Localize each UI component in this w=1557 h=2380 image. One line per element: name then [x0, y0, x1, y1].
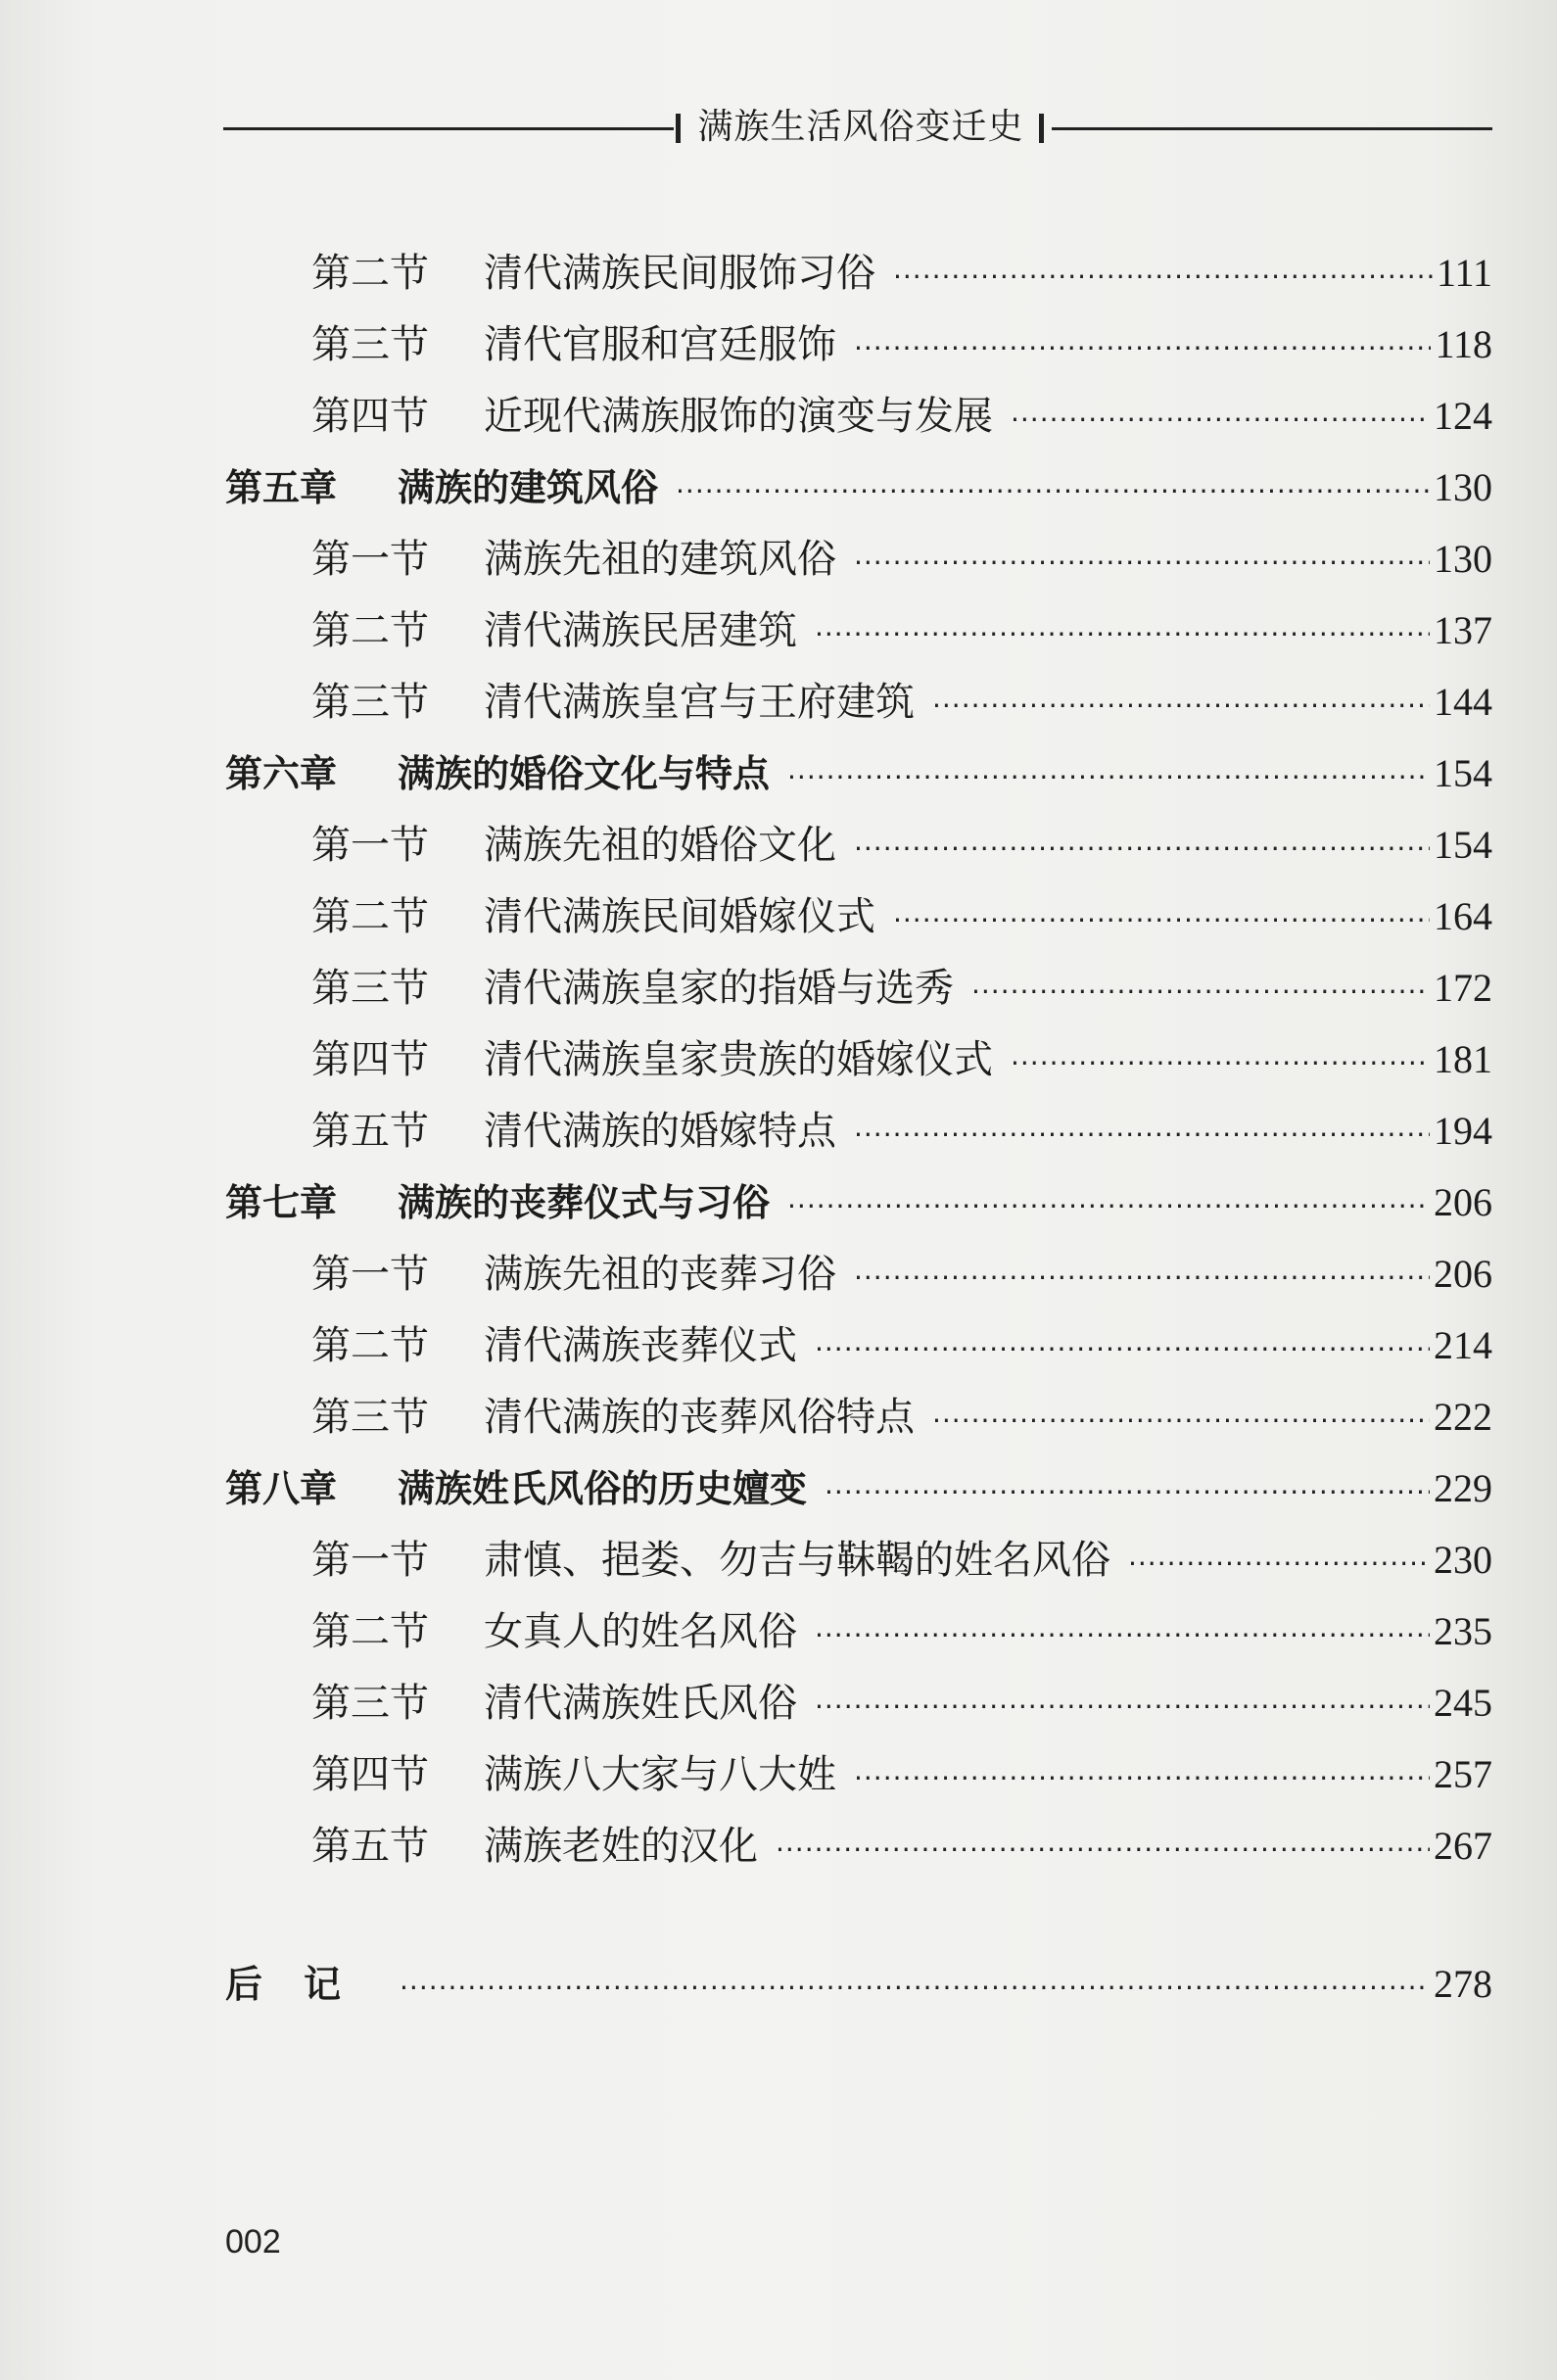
toc-section-entry[interactable]	[311, 247, 1492, 300]
header-rule-left	[223, 127, 674, 130]
dot-leader	[893, 894, 1430, 947]
toc-entry-page: 154	[1434, 751, 1492, 795]
toc-section-entry[interactable]	[311, 1391, 1492, 1444]
toc-entry-title: 清代官服和宫廷服饰	[484, 322, 836, 367]
toc-entry-title: 女真人的姓名风俗	[484, 1609, 797, 1654]
toc-entry-label: 第五节	[311, 1824, 429, 1869]
toc-section-entry[interactable]	[311, 819, 1492, 872]
dot-leader	[854, 823, 1430, 876]
toc-entry-page: 222	[1434, 1395, 1492, 1439]
toc-entry-page: 130	[1434, 465, 1492, 509]
toc-entry-label: 第二节	[311, 894, 429, 939]
toc-entry-label: 第三节	[311, 680, 429, 725]
toc-entry-title: 清代满族民居建筑	[484, 608, 797, 653]
toc-entry-label: 第二节	[311, 608, 429, 653]
toc-entry-label: 第三节	[311, 1395, 429, 1440]
toc-section-entry[interactable]	[311, 1105, 1492, 1158]
toc-entry-title: 满族的丧葬仪式与习俗	[398, 1181, 771, 1224]
toc-section-entry[interactable]	[311, 1677, 1492, 1730]
dot-leader	[815, 1681, 1430, 1734]
dot-leader	[893, 251, 1433, 304]
toc-entry-label: 第一节	[311, 537, 429, 582]
dot-leader	[1128, 1538, 1430, 1591]
toc-entry-page: 206	[1434, 1252, 1492, 1296]
toc-entry-title: 清代满族民间婚嫁仪式	[484, 894, 875, 939]
toc-entry-page: 278	[1434, 1962, 1492, 2006]
dot-leader	[400, 1962, 1430, 2015]
toc-entry-page: 164	[1434, 894, 1492, 938]
dot-leader	[815, 1609, 1430, 1662]
toc-section-entry[interactable]	[311, 533, 1492, 586]
toc-section-entry[interactable]	[311, 676, 1492, 729]
toc-section-entry[interactable]	[311, 390, 1492, 443]
toc-entry-title: 清代满族的婚嫁特点	[484, 1109, 836, 1154]
running-title: 满族生活风俗变迁史	[697, 107, 1024, 147]
toc-entry-page: 206	[1434, 1180, 1492, 1224]
toc-entry-label: 第一节	[311, 1252, 429, 1297]
toc-entry-page: 111	[1436, 251, 1492, 295]
toc-entry-label: 第二节	[311, 1323, 429, 1368]
dot-leader	[971, 966, 1430, 1019]
toc-entry-label: 第七章	[225, 1181, 338, 1224]
toc-section-entry[interactable]	[311, 1748, 1492, 1801]
dot-leader	[676, 465, 1430, 518]
toc-section-entry[interactable]	[311, 1820, 1492, 1873]
toc-entry-label: 第四节	[311, 1037, 429, 1082]
toc-entry-title: 清代满族丧葬仪式	[484, 1323, 797, 1368]
toc-entry-title: 满族先祖的建筑风俗	[484, 537, 836, 582]
dot-leader	[1011, 1037, 1430, 1090]
toc-section-entry[interactable]	[311, 1534, 1492, 1587]
toc-entry-title: 满族先祖的婚俗文化	[484, 823, 836, 868]
toc-entry-page: 144	[1434, 680, 1492, 724]
dot-leader	[932, 1395, 1430, 1448]
dot-leader	[854, 1109, 1430, 1162]
toc-section-entry[interactable]	[311, 1319, 1492, 1372]
toc-entry-label: 第三节	[311, 966, 429, 1011]
toc-section-entry[interactable]	[311, 318, 1492, 371]
toc-chapter-entry[interactable]	[225, 1176, 1492, 1229]
dot-leader	[1011, 394, 1430, 447]
toc-entry-title: 满族姓氏风俗的历史嬗变	[398, 1467, 808, 1510]
toc-appendix-entry[interactable]	[225, 1958, 1492, 2011]
dot-leader	[825, 1466, 1430, 1519]
toc-entry-label: 第四节	[311, 394, 429, 439]
header-rule-right	[1052, 127, 1492, 130]
toc-entry-page: 235	[1434, 1609, 1492, 1653]
toc-entry-page: 229	[1434, 1466, 1492, 1510]
toc-entry-title: 满族的建筑风俗	[398, 466, 659, 509]
toc-entry-label: 第三节	[311, 1681, 429, 1726]
dot-leader	[854, 322, 1431, 375]
toc-chapter-entry[interactable]	[225, 747, 1492, 800]
toc-entry-label: 后记	[225, 1963, 383, 2006]
toc-entry-page: 181	[1434, 1037, 1492, 1081]
toc-entry-title: 清代满族的丧葬风俗特点	[484, 1395, 915, 1440]
dot-leader	[776, 1824, 1430, 1877]
toc-entry-title: 清代满族皇宫与王府建筑	[484, 680, 915, 725]
page-number: 002	[225, 2223, 281, 2261]
toc-entry-page: 267	[1434, 1824, 1492, 1868]
toc-entry-label: 第一节	[311, 1538, 429, 1583]
toc-section-entry[interactable]	[311, 962, 1492, 1015]
toc-entry-page: 230	[1434, 1538, 1492, 1582]
toc-chapter-entry[interactable]	[225, 1462, 1492, 1515]
toc-entry-label: 第五章	[225, 466, 338, 509]
dot-leader	[787, 751, 1430, 804]
toc-entry-title: 满族老姓的汉化	[484, 1824, 758, 1869]
toc-entry-title: 清代满族姓氏风俗	[484, 1681, 797, 1726]
toc-entry-page: 214	[1434, 1323, 1492, 1367]
running-header	[223, 106, 1492, 149]
dot-leader	[815, 1323, 1430, 1376]
toc-entry-label: 第八章	[225, 1467, 338, 1510]
toc-section-entry[interactable]	[311, 604, 1492, 657]
toc-entry-page: 130	[1434, 537, 1492, 581]
toc-entry-title: 清代满族皇家的指婚与选秀	[484, 966, 954, 1011]
toc-entry-title: 满族八大家与八大姓	[484, 1752, 836, 1797]
toc-entry-title: 肃慎、挹娄、勿吉与靺鞨的姓名风俗	[484, 1538, 1110, 1583]
toc-entry-title: 满族的婚俗文化与特点	[398, 752, 771, 795]
toc-entry-page: 257	[1434, 1752, 1492, 1796]
toc-section-entry[interactable]	[311, 1605, 1492, 1658]
toc-entry-label: 第二节	[311, 251, 429, 296]
header-bar-left	[676, 114, 681, 143]
toc-entry-page: 118	[1435, 322, 1492, 366]
toc-entry-page: 154	[1434, 823, 1492, 867]
toc-entry-label: 第五节	[311, 1109, 429, 1154]
toc-entry-page: 172	[1434, 966, 1492, 1010]
toc-entry-title: 清代满族皇家贵族的婚嫁仪式	[484, 1037, 993, 1082]
toc-entry-title: 清代满族民间服饰习俗	[484, 251, 875, 296]
toc-entry-page: 124	[1434, 394, 1492, 438]
toc-entry-title: 近现代满族服饰的演变与发展	[484, 394, 993, 439]
toc-entry-label: 第三节	[311, 322, 429, 367]
dot-leader	[854, 1752, 1430, 1805]
toc-section-entry[interactable]	[311, 890, 1492, 943]
toc-section-entry[interactable]	[311, 1033, 1492, 1086]
dot-leader	[787, 1180, 1430, 1233]
dot-leader	[854, 1252, 1430, 1305]
toc-entry-page: 245	[1434, 1681, 1492, 1725]
toc-chapter-entry[interactable]	[225, 461, 1492, 514]
dot-leader	[854, 537, 1430, 590]
dot-leader	[932, 680, 1430, 733]
toc-entry-page: 194	[1434, 1109, 1492, 1153]
toc-entry-page: 137	[1434, 608, 1492, 652]
toc-entry-title: 满族先祖的丧葬习俗	[484, 1252, 836, 1297]
header-bar-right	[1039, 114, 1044, 143]
toc-entry-label: 第二节	[311, 1609, 429, 1654]
dot-leader	[815, 608, 1430, 661]
toc-entry-label: 第六章	[225, 752, 338, 795]
toc-section-entry[interactable]	[311, 1248, 1492, 1301]
toc-entry-label: 第四节	[311, 1752, 429, 1797]
toc-entry-label: 第一节	[311, 823, 429, 868]
